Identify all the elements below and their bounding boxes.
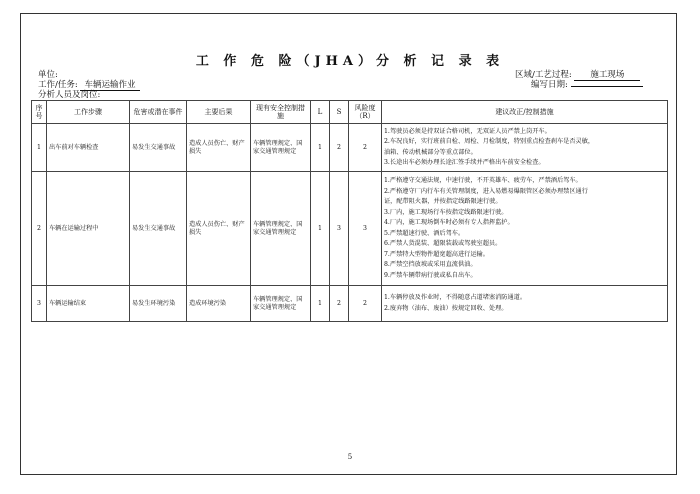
header-no: 序号 (32, 101, 47, 124)
task-value: 车辆运输作业 (80, 80, 140, 91)
measure-item: 4.厂内，施工现场倒车时必须有专人指挥监护。 (384, 219, 514, 226)
personnel-label: 分析人员及岗位: (38, 90, 101, 100)
page-number: 5 (347, 453, 353, 461)
row-step: 出车前对车辆检查 (47, 124, 130, 172)
measure-item: 9.严禁车辆带病行驶或私自出车。 (384, 271, 477, 279)
measure-item: 1.严格遵守交通法规，中速行驶，不开英雄车、疲劳车，严禁酒后驾车。 (384, 177, 582, 184)
header-consequence: 主要后果 (187, 101, 251, 124)
date-value (571, 86, 643, 87)
header-l: L (311, 101, 330, 124)
row-hazard: 易发生交通事故 (130, 124, 187, 172)
row-consequence: 造成环境污染 (187, 286, 251, 322)
document-title: 工 作 危 险（JHA）分 析 记 录 表 (195, 54, 505, 69)
measure-item: 8.严禁空挡放坡或采用直流供油。 (384, 261, 477, 268)
unit-field (38, 70, 58, 80)
header-risk: 风险度（R） (349, 101, 382, 124)
row-consequence: 造成人员伤亡、财产损失 (187, 172, 251, 286)
row-measures (382, 286, 668, 322)
header-step: 工作步骤 (47, 101, 130, 124)
table-row (32, 124, 668, 172)
header-controls: 现有安全控制措施 (251, 101, 311, 124)
header-measures: 建议改正/控制措施 (382, 101, 668, 124)
row-l: 1 (311, 172, 330, 286)
area-label: 区域/工艺过程: (515, 70, 572, 80)
row-hazard: 易发生交通事故 (130, 172, 187, 286)
row-consequence: 造成人员伤亡、财产损失 (187, 124, 251, 172)
table-row (32, 286, 668, 322)
row-s: 3 (330, 172, 349, 286)
measure-item: 2.废弃物（油布、废油）按规定回收、处理。 (384, 304, 508, 312)
measure-item: 6.严禁人货混装、超限装载或驾驶室超员。 (384, 240, 502, 247)
date-label: 编写日期: (531, 80, 568, 90)
row-r: 2 (349, 286, 382, 322)
row-r: 3 (349, 172, 382, 286)
row-l: 1 (311, 286, 330, 322)
row-controls: 车辆管理规定、国家交通管理规定 (251, 286, 311, 322)
row-hazard: 易发生环境污染 (130, 286, 187, 322)
row-no: 2 (32, 172, 47, 286)
row-step: 车辆运输结束 (47, 286, 130, 322)
measure-item: 2.严格遵守厂内行车有关管理制度，进入易燃易爆限管区必须办理禁区通行 (384, 187, 588, 195)
table-header-row (32, 101, 668, 124)
header-hazard: 危害或潜在事件 (130, 101, 187, 124)
measure-item: 1.驾驶员必须是持双证合格司机，无双证人员严禁上岗开车。 (384, 127, 551, 135)
personnel-field (38, 90, 100, 100)
row-s: 2 (330, 124, 349, 172)
measure-item: 2.车况良好，实行班前自检、周检、月检制度，特别重点检查刹车是否灵敏， (384, 138, 595, 145)
row-l: 1 (311, 124, 330, 172)
measure-item: 3.厂内，施工现场行车按指定线路限速行驶。 (384, 208, 508, 216)
row-no: 1 (32, 124, 47, 172)
measure-item: 3.长途出车必须办理长途汇签手续并严格出车前安全检查。 (384, 159, 545, 166)
measure-item: 5.严禁超速行驶、酒后驾车。 (384, 229, 465, 237)
row-measures (382, 172, 668, 286)
row-s: 2 (330, 286, 349, 322)
row-measures (382, 124, 668, 172)
row-step: 车辆在运输过程中 (47, 172, 130, 286)
measure-item: 7.严禁特大型物件超宽超高进行运输。 (384, 250, 489, 258)
row-no: 3 (32, 286, 47, 322)
row-controls: 车辆管理规定、国家交通管理规定 (251, 172, 311, 286)
area-value: 施工现场 (574, 70, 640, 81)
table-row (32, 172, 668, 286)
measure-item: 1.车辆停放及作业时，不得随意占道堵塞消防通道。 (384, 294, 527, 301)
row-controls: 车辆管理规定、国家交通管理规定 (251, 124, 311, 172)
measure-item: 油箱、传动机械部分等重点部位。 (384, 148, 477, 156)
task-label: 工作/任务: (38, 80, 78, 90)
measure-item: 证，配带阻火器，并按指定线路限速行驶。 (384, 198, 502, 205)
unit-label: 单位: (38, 70, 58, 80)
row-r: 2 (349, 124, 382, 172)
jha-table (31, 100, 668, 322)
header-s: S (330, 101, 349, 124)
date-field (531, 80, 643, 90)
